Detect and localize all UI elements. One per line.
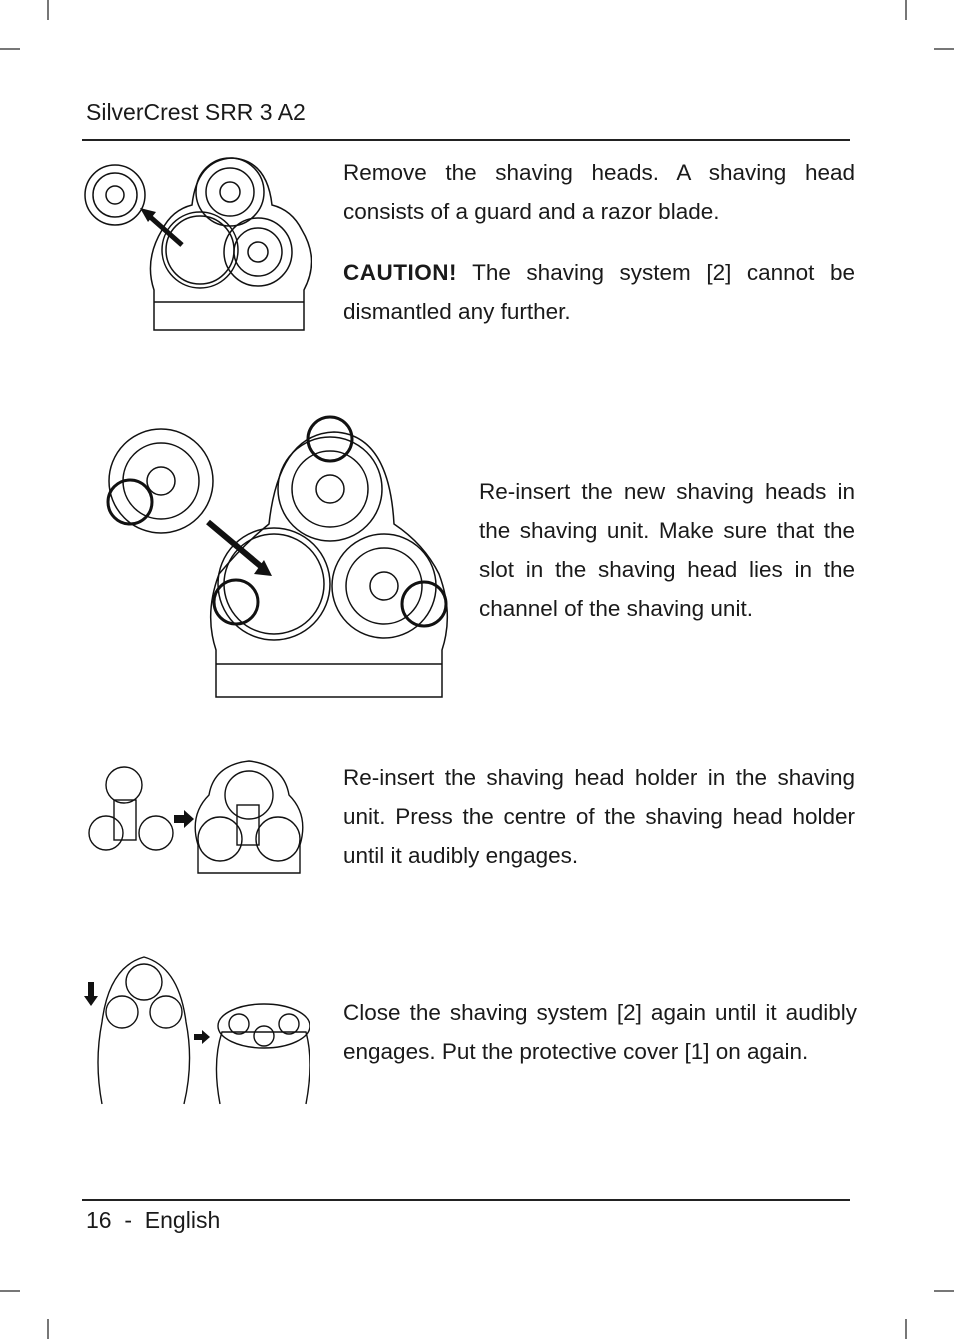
instruction-text: Re-insert the new shaving heads in the shaving unit. Make sure that the slot in the shaving head lies in the channel of the shaving unit. xyxy=(479,479,855,621)
instruction-text: Re-insert the shaving head holder in the shaving unit. Press the centre of the shaving head holder until it audibly engages. xyxy=(343,765,855,868)
figure-reinsert-holder xyxy=(84,755,310,877)
crop-mark xyxy=(934,1290,954,1292)
crop-mark xyxy=(0,1290,20,1292)
caution-text: The shaving system [2] cannot be dismantled any further. xyxy=(343,260,855,324)
crop-mark xyxy=(934,48,954,50)
page-footer: 16 - English xyxy=(86,1207,221,1233)
header-rule xyxy=(82,139,850,141)
crop-mark xyxy=(47,1319,49,1339)
instruction-paragraph xyxy=(343,993,857,1071)
crop-mark xyxy=(47,0,49,20)
instruction-paragraph xyxy=(343,153,855,331)
figure-close-system xyxy=(84,952,310,1106)
crop-mark xyxy=(905,0,907,20)
crop-mark xyxy=(0,48,20,50)
figure-reinsert-heads xyxy=(104,414,450,699)
footer-rule xyxy=(82,1199,850,1201)
instruction-paragraph xyxy=(479,472,855,628)
figure-remove-heads xyxy=(82,150,312,332)
caution-label: CAUTION! xyxy=(343,260,457,285)
instruction-text: Remove the shaving heads. A shaving head consists of a guard and a razor blade. xyxy=(343,160,855,224)
instruction-text: Close the shaving system [2] again until it audibly engages. Put the protective cover [1] on again. xyxy=(343,1000,857,1064)
page-header: SilverCrest SRR 3 A2 xyxy=(86,99,306,125)
crop-mark xyxy=(905,1319,907,1339)
instruction-paragraph xyxy=(343,758,855,875)
